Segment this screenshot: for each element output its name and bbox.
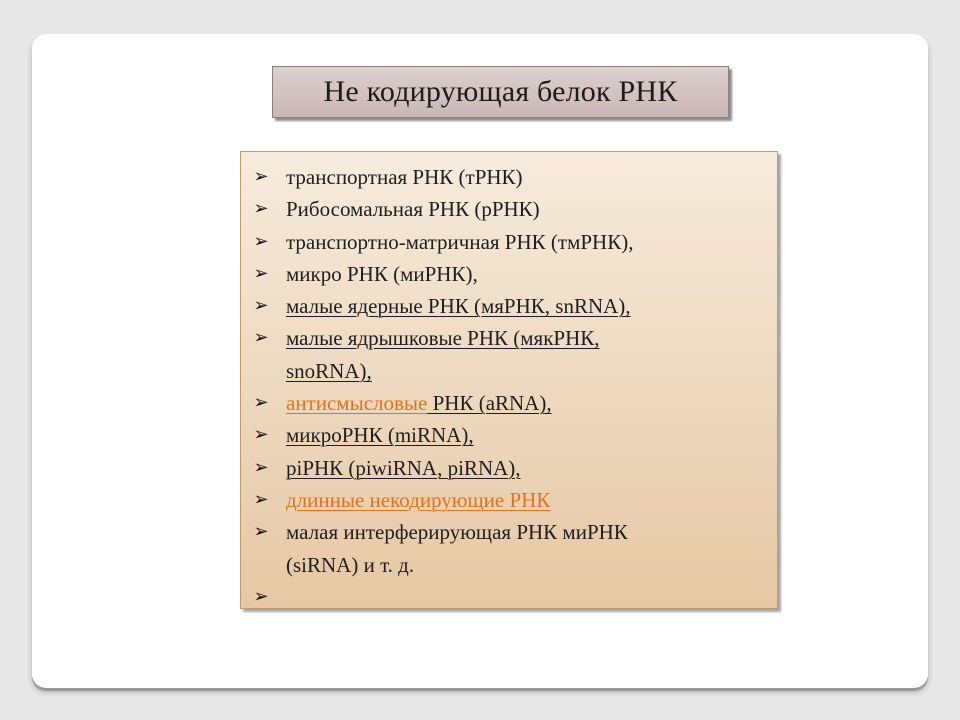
list-item-text: транспортно-матричная РНК (тмРНК), bbox=[286, 229, 634, 254]
title-box bbox=[272, 66, 729, 118]
slide bbox=[32, 34, 928, 688]
arrow-bullet-icon: ➢ bbox=[253, 230, 269, 252]
arrow-bullet-icon: ➢ bbox=[253, 295, 269, 317]
arrow-bullet-icon: ➢ bbox=[253, 521, 269, 543]
list-item[interactable] bbox=[249, 452, 769, 484]
arrow-bullet-icon: ➢ bbox=[253, 327, 269, 349]
long-noncoding-rna-link[interactable]: длинные некодирующие РНК bbox=[286, 487, 551, 512]
slide-title: Не кодирующая белок РНК bbox=[323, 75, 678, 108]
list-item bbox=[249, 516, 769, 581]
list-item bbox=[249, 226, 769, 258]
list-item bbox=[249, 193, 769, 225]
list-item bbox=[249, 161, 769, 193]
list-item[interactable] bbox=[249, 484, 769, 516]
list-item-link[interactable]: малые ядерные РНК (мяРНК, snRNA), bbox=[286, 294, 631, 319]
list-item-text: микро РНК (миРНК), bbox=[286, 261, 478, 286]
rna-list-box bbox=[240, 151, 778, 609]
list-item[interactable] bbox=[249, 387, 769, 419]
arrow-bullet-icon: ➢ bbox=[253, 166, 269, 187]
list-item-text-continued: (siRNA) и т. д. bbox=[286, 552, 415, 577]
list-item[interactable] bbox=[249, 322, 769, 387]
antisense-link[interactable]: антисмысловые bbox=[286, 391, 428, 416]
list-item-link[interactable]: РНК (aRNA), bbox=[427, 391, 552, 416]
arrow-bullet-icon: ➢ bbox=[253, 585, 269, 607]
list-item-text: малая интерферирующая РНК миРНК bbox=[286, 520, 628, 545]
list-item-link[interactable]: малые ядрышковые РНК (мякРНК, bbox=[286, 326, 600, 351]
list-item-link[interactable]: микроРНК (miRNA), bbox=[286, 423, 474, 448]
list-item[interactable] bbox=[249, 419, 769, 451]
arrow-bullet-icon: ➢ bbox=[253, 456, 269, 478]
list-item bbox=[249, 258, 769, 290]
list-item-link[interactable]: piРНК (piwiRNA, piRNA), bbox=[286, 455, 521, 480]
list-item-text: Рибосомальная РНК (рРНК) bbox=[286, 197, 540, 222]
rna-list bbox=[249, 161, 769, 607]
arrow-bullet-icon: ➢ bbox=[253, 488, 269, 510]
arrow-bullet-icon: ➢ bbox=[253, 198, 269, 220]
list-item[interactable] bbox=[249, 290, 769, 322]
arrow-bullet-icon: ➢ bbox=[253, 392, 269, 414]
arrow-bullet-icon: ➢ bbox=[253, 424, 269, 446]
list-item-link-continued[interactable]: snoRNA), bbox=[286, 358, 372, 383]
arrow-bullet-icon: ➢ bbox=[253, 262, 269, 284]
list-item-text: транспортная РНК (тРНК) bbox=[286, 165, 523, 189]
